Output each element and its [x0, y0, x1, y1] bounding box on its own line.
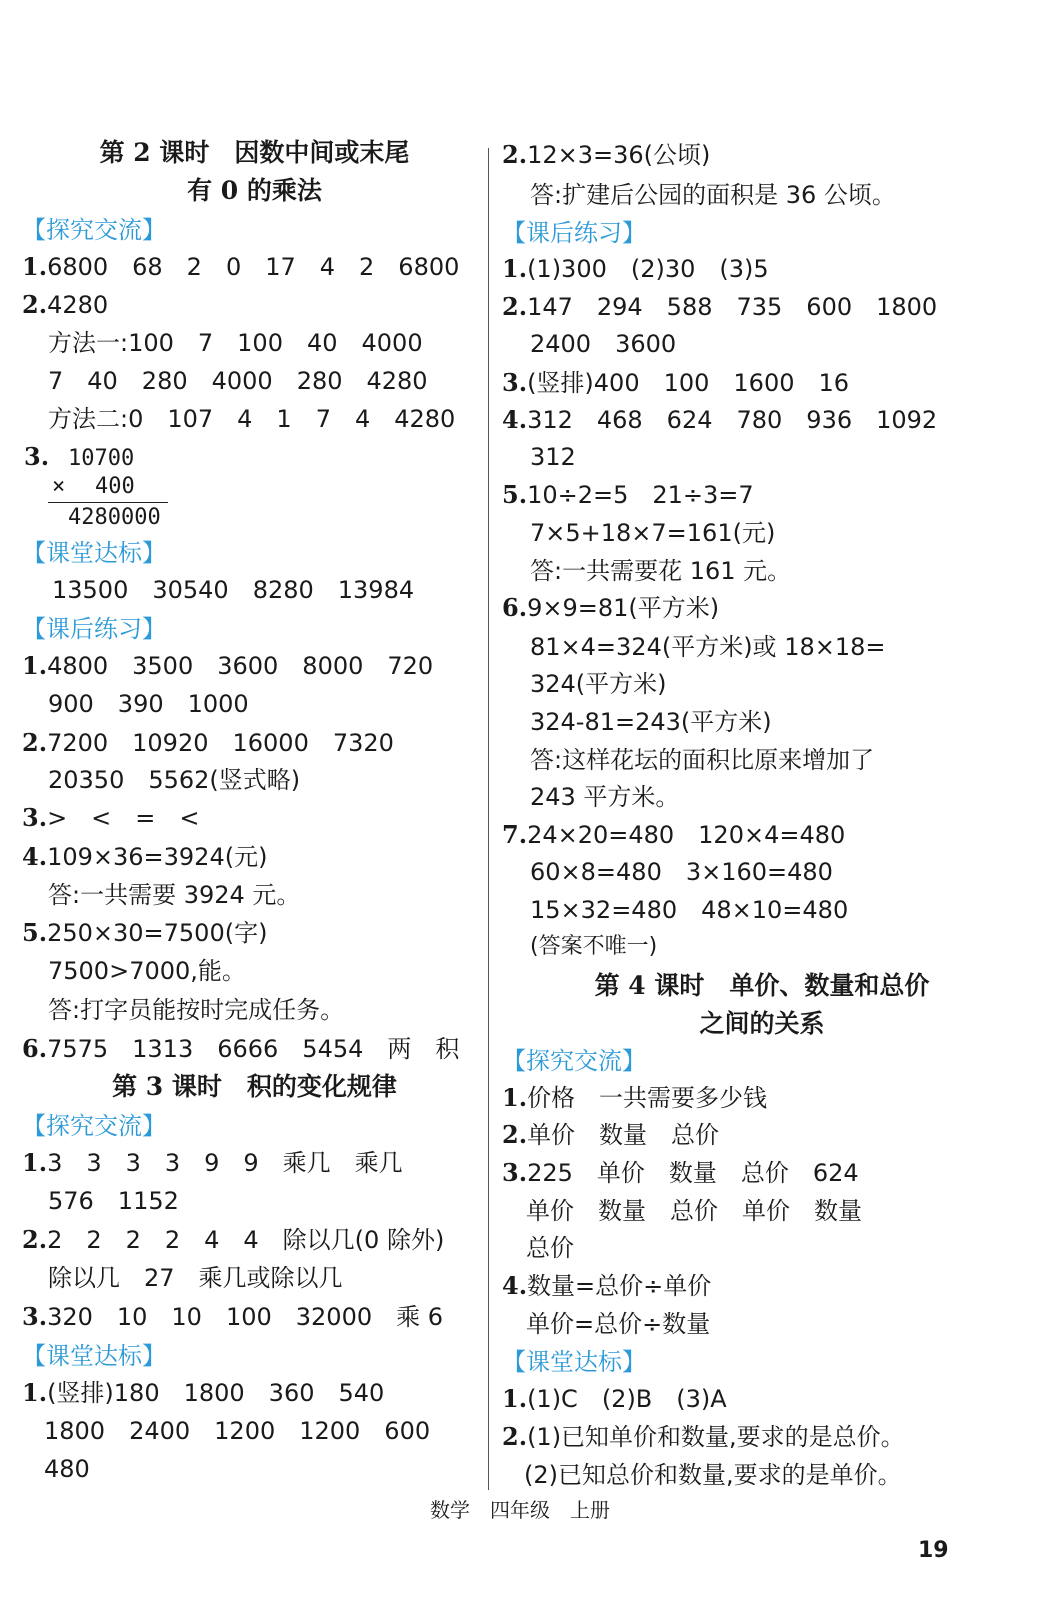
- answer-line: 324(平方米): [530, 670, 667, 698]
- answer-line: 除以几 27 乘几或除以几: [48, 1264, 343, 1292]
- page-number: 19: [918, 1538, 949, 1563]
- answer-line: 单价=总价÷数量: [526, 1310, 711, 1338]
- vertical-mult-op: ×: [52, 474, 66, 499]
- answer-line: 7×5+18×7=161(元): [530, 519, 776, 547]
- answer-line: 总价: [526, 1234, 574, 1262]
- answer-line: 2.12×3=36(公顷): [502, 140, 711, 169]
- answer-line: 480: [44, 1455, 90, 1483]
- answer-line: 3.(竖排)400 100 1600 16: [502, 368, 850, 397]
- answer-line: 1.6800 68 2 0 17 4 2 6800: [22, 252, 460, 281]
- answer-line: 1.4800 3500 3600 8000 720: [22, 651, 434, 680]
- answer-line: 20350 5562(竖式略): [48, 766, 301, 794]
- answer-line: 方法二:0 107 4 1 7 4 4280: [48, 405, 456, 433]
- answer-line: 1800 2400 1200 1200 600: [44, 1417, 431, 1445]
- section-tanjiu: 【探究交流】: [22, 1112, 166, 1140]
- right-column: [502, 0, 1022, 1560]
- answer-line: 方法一:100 7 100 40 4000: [48, 329, 423, 357]
- section-kehou: 【课后练习】: [502, 219, 646, 247]
- lesson4-title-cont: 之间的关系: [699, 1009, 825, 1038]
- answer-line: 4.数量=总价÷单价: [502, 1271, 712, 1300]
- answer-line: 81×4=324(平方米)或 18×18=: [530, 633, 886, 661]
- answer-line: (2)已知总价和数量,要求的是单价。: [524, 1461, 902, 1489]
- answer-note: (答案不唯一): [530, 934, 658, 959]
- section-tanjiu: 【探究交流】: [502, 1047, 646, 1075]
- answer-line: 2.2 2 2 2 4 4 除以几(0 除外): [22, 1225, 445, 1254]
- answer-line: 1.(1)C (2)B (3)A: [502, 1384, 727, 1413]
- section-ketang: 【课堂达标】: [22, 1342, 166, 1370]
- answer-line: 1.(1)300 (2)30 (3)5: [502, 254, 769, 283]
- answer-line: 答:这样花坛的面积比原来增加了: [530, 746, 875, 774]
- answer-line: 4.312 468 624 780 936 1092: [502, 405, 938, 434]
- answer-line: 7 40 280 4000 280 4280: [48, 367, 428, 395]
- answer-line: 312: [530, 443, 576, 471]
- answer-line: 324-81=243(平方米): [530, 708, 772, 736]
- answer-line: 3.320 10 10 100 32000 乘 6: [22, 1302, 444, 1331]
- answer-line: 3.225 单价 数量 总价 624: [502, 1158, 859, 1187]
- answer-line: 7500>7000,能。: [48, 957, 246, 985]
- page-footer: 数学 四年级 上册: [430, 1498, 610, 1522]
- vertical-mult-a: 10700: [68, 446, 135, 471]
- answer-line: 576 1152: [48, 1187, 179, 1215]
- lesson3-title: 第 3 课时 积的变化规律: [112, 1072, 397, 1101]
- lesson4-title: 第 4 课时 单价、数量和总价: [594, 971, 930, 1000]
- answer-line: 2.(1)已知单价和数量,要求的是总价。: [502, 1422, 905, 1451]
- answer-line: 答:扩建后公园的面积是 36 公顷。: [530, 181, 896, 209]
- answer-line: 6.7575 1313 6666 5454 两 积: [22, 1034, 460, 1063]
- left-column: [22, 0, 487, 1560]
- vertical-mult-b: 400: [95, 474, 135, 499]
- section-ketang: 【课堂达标】: [22, 539, 166, 567]
- section-ketang: 【课堂达标】: [502, 1348, 646, 1376]
- answer-line: 1.价格 一共需要多少钱: [502, 1083, 768, 1112]
- answer-line: 243 平方米。: [530, 783, 680, 811]
- answer-line: 13500 30540 8280 13984: [52, 576, 415, 604]
- answer-line: 5.250×30=7500(字): [22, 918, 268, 947]
- answer-line: 2400 3600: [530, 330, 677, 358]
- answer-line: 1.(竖排)180 1800 360 540: [22, 1378, 385, 1407]
- column-divider: [488, 148, 489, 1490]
- answer-line: 1.3 3 3 3 9 9 乘几 乘几: [22, 1148, 403, 1177]
- answer-line: 2.4280: [22, 290, 109, 319]
- answer-line: 2.7200 10920 16000 7320: [22, 728, 394, 757]
- answer-line: 6.9×9=81(平方米): [502, 593, 720, 622]
- answer-line: 答:打字员能按时完成任务。: [48, 996, 345, 1024]
- answer-line: 2.单价 数量 总价: [502, 1120, 720, 1149]
- answer-line: 2.147 294 588 735 600 1800: [502, 292, 938, 321]
- answer-line: 60×8=480 3×160=480: [530, 858, 833, 886]
- vertical-mult-number: 3.: [24, 442, 50, 471]
- answer-line: 7.24×20=480 120×4=480: [502, 820, 846, 849]
- section-tanjiu: 【探究交流】: [22, 216, 166, 244]
- section-kehou: 【课后练习】: [22, 615, 166, 643]
- answer-line: 答:一共需要 3924 元。: [48, 881, 301, 909]
- lesson2-title: 第 2 课时 因数中间或末尾: [99, 138, 410, 167]
- answer-line: 900 390 1000: [48, 690, 249, 718]
- answer-line: 15×32=480 48×10=480: [530, 896, 849, 924]
- answer-line: 4.109×36=3924(元): [22, 842, 268, 871]
- lesson2-title-cont: 有 0 的乘法: [187, 176, 322, 205]
- answer-line: 答:一共需要花 161 元。: [530, 557, 792, 585]
- answer-line: 5.10÷2=5 21÷3=7: [502, 480, 754, 509]
- answer-line: 3.> < = <: [22, 803, 200, 832]
- vertical-mult-result: 4280000: [68, 505, 161, 530]
- answer-line: 单价 数量 总价 单价 数量: [526, 1197, 862, 1225]
- vertical-mult-rule: [48, 502, 168, 503]
